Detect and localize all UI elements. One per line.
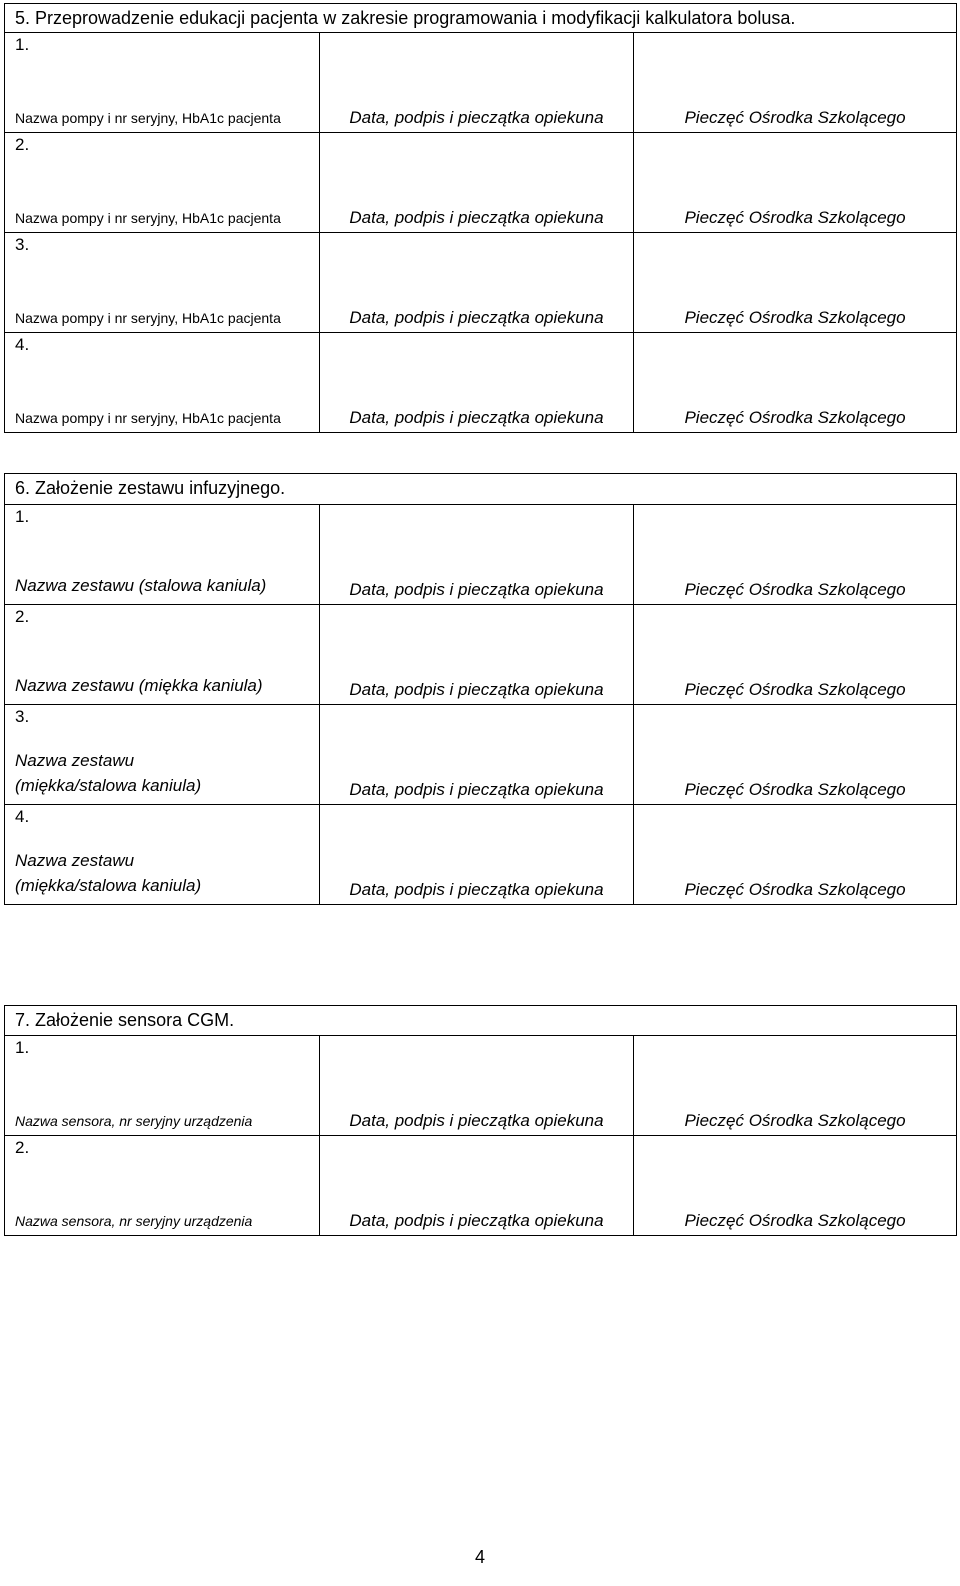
- row-number: 1.: [15, 1038, 30, 1057]
- set-name-field[interactable]: [15, 748, 201, 798]
- set-type-label: (miękka/stalowa kaniula): [15, 776, 202, 795]
- table-row: [5, 333, 957, 433]
- section-7-title: [5, 1006, 957, 1036]
- caretaker-signature-field[interactable]: Data, podpis i pieczątka opiekuna: [349, 580, 604, 599]
- row-number: 1.: [15, 35, 30, 54]
- table-row: [5, 605, 957, 705]
- center-stamp-field[interactable]: Pieczęć Ośrodka Szkolącego: [684, 408, 906, 427]
- caretaker-signature-field[interactable]: Data, podpis i pieczątka opiekuna: [349, 208, 604, 227]
- pump-name-field[interactable]: Nazwa pompy i nr seryjny, HbA1c pacjenta: [15, 110, 281, 126]
- caretaker-signature-field[interactable]: Data, podpis i pieczątka opiekuna: [349, 108, 604, 127]
- caretaker-signature-field[interactable]: Data, podpis i pieczątka opiekuna: [349, 1111, 604, 1130]
- center-stamp-field[interactable]: Pieczęć Ośrodka Szkolącego: [684, 108, 906, 127]
- pump-name-field[interactable]: Nazwa pompy i nr seryjny, HbA1c pacjenta: [15, 310, 281, 326]
- row-number: 2.: [15, 135, 30, 154]
- section-5-title: [5, 4, 957, 33]
- set-name-field[interactable]: [15, 673, 263, 698]
- center-stamp-field[interactable]: Pieczęć Ośrodka Szkolącego: [684, 308, 906, 327]
- row-number: 3.: [15, 235, 30, 254]
- set-name-label: Nazwa zestawu (stalowa kaniula): [15, 576, 267, 595]
- table-row: [5, 1136, 957, 1236]
- center-stamp-field[interactable]: Pieczęć Ośrodka Szkolącego: [684, 780, 906, 799]
- pump-name-field[interactable]: Nazwa pompy i nr seryjny, HbA1c pacjenta: [15, 410, 281, 426]
- row-number: 1.: [15, 507, 30, 526]
- table-row: [5, 233, 957, 333]
- pump-name-field[interactable]: Nazwa pompy i nr seryjny, HbA1c pacjenta: [15, 210, 281, 226]
- sensor-name-field[interactable]: Nazwa sensora, nr seryjny urządzenia: [15, 1213, 253, 1229]
- set-name-label: Nazwa zestawu: [15, 851, 135, 870]
- row-number: 3.: [15, 707, 30, 726]
- section-6-title: [5, 474, 957, 505]
- section-5-table: [4, 3, 957, 433]
- set-name-label: Nazwa zestawu: [15, 751, 135, 770]
- table-row: [5, 505, 957, 605]
- table-row: [5, 805, 957, 905]
- center-stamp-field[interactable]: Pieczęć Ośrodka Szkolącego: [684, 880, 906, 899]
- caretaker-signature-field[interactable]: Data, podpis i pieczątka opiekuna: [349, 408, 604, 427]
- set-name-field[interactable]: [15, 848, 201, 898]
- row-number: 4.: [15, 807, 30, 826]
- caretaker-signature-field[interactable]: Data, podpis i pieczątka opiekuna: [349, 880, 604, 899]
- table-row: [5, 1036, 957, 1136]
- caretaker-signature-field[interactable]: Data, podpis i pieczątka opiekuna: [349, 308, 604, 327]
- section-7-table: [4, 1005, 957, 1236]
- row-number: 4.: [15, 335, 30, 354]
- row-number: 2.: [15, 1138, 30, 1157]
- table-row: [5, 33, 957, 133]
- caretaker-signature-field[interactable]: Data, podpis i pieczątka opiekuna: [349, 780, 604, 799]
- section-title-text: 6. Założenie zestawu infuzyjnego.: [15, 478, 286, 498]
- table-row: [5, 705, 957, 805]
- sensor-name-field[interactable]: Nazwa sensora, nr seryjny urządzenia: [15, 1113, 253, 1129]
- center-stamp-field[interactable]: Pieczęć Ośrodka Szkolącego: [684, 208, 906, 227]
- center-stamp-field[interactable]: Pieczęć Ośrodka Szkolącego: [684, 1111, 906, 1130]
- center-stamp-field[interactable]: Pieczęć Ośrodka Szkolącego: [684, 680, 906, 699]
- center-stamp-field[interactable]: Pieczęć Ośrodka Szkolącego: [684, 1211, 906, 1230]
- table-row: [5, 133, 957, 233]
- set-name-field[interactable]: [15, 573, 266, 598]
- caretaker-signature-field[interactable]: Data, podpis i pieczątka opiekuna: [349, 1211, 604, 1230]
- section-title-text: 5. Przeprowadzenie edukacji pacjenta w zakresie programowania i modyfikacji kalkulatora bolusa.: [15, 8, 796, 28]
- set-name-label: Nazwa zestawu (miękka kaniula): [15, 676, 263, 695]
- caretaker-signature-field[interactable]: Data, podpis i pieczątka opiekuna: [349, 680, 604, 699]
- center-stamp-field[interactable]: Pieczęć Ośrodka Szkolącego: [684, 580, 906, 599]
- row-number: 2.: [15, 607, 30, 626]
- section-title-text: 7. Założenie sensora CGM.: [15, 1010, 235, 1030]
- page-number: 4: [474, 1547, 485, 1567]
- set-type-label: (miękka/stalowa kaniula): [15, 876, 202, 895]
- section-6-table: [4, 473, 957, 905]
